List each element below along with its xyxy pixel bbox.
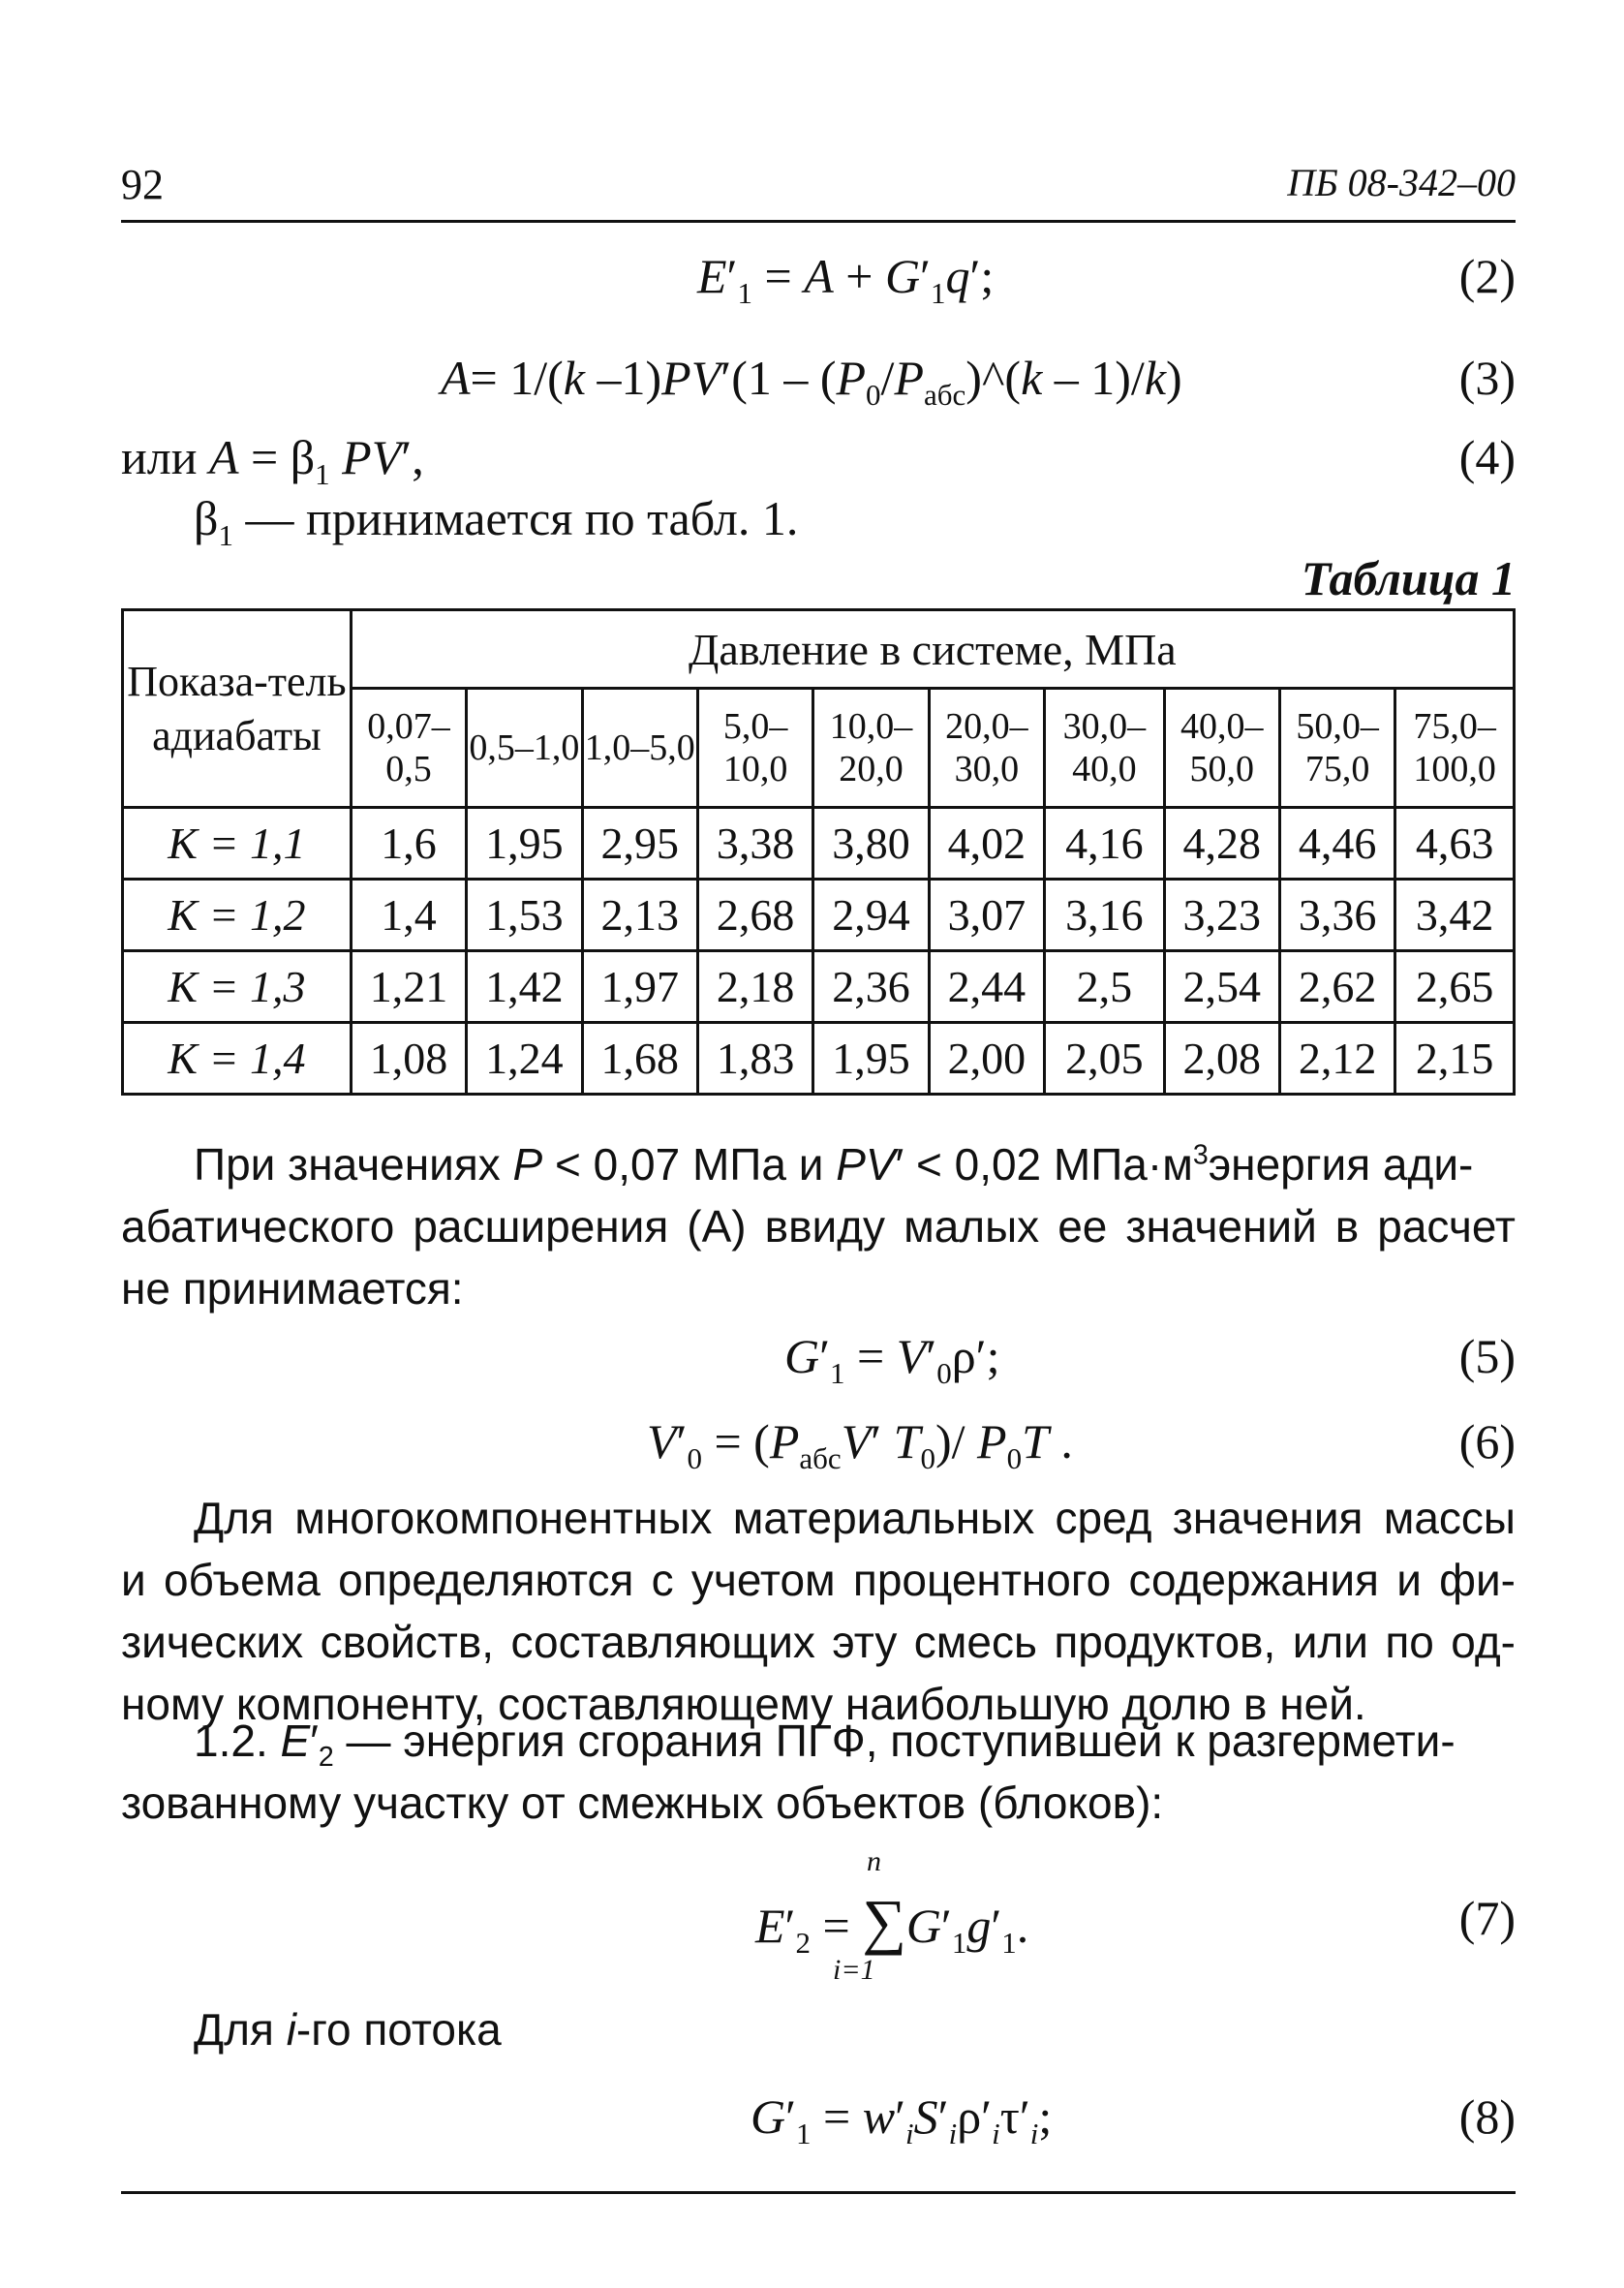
header-adiabatic-index: Показа-тель адиабаты bbox=[123, 610, 352, 808]
table-row bbox=[123, 951, 1515, 1023]
formula-8 bbox=[0, 2087, 1624, 2150]
pressure-range: 10,0–20,0 bbox=[813, 689, 929, 808]
table-cell: 1,21 bbox=[351, 951, 466, 1023]
pressure-range: 30,0–40,0 bbox=[1045, 689, 1164, 808]
table-cell: 1,42 bbox=[467, 951, 582, 1023]
formula-8-number: (8) bbox=[1458, 2089, 1516, 2144]
adiabatic-coefficient-table bbox=[121, 608, 1516, 1096]
formula-8-expression: $G'_1 = w'_iS'_i\rho'_i\tau'_i$; bbox=[751, 2089, 1053, 2150]
table-cell: 2,36 bbox=[813, 951, 929, 1023]
table-cell: 2,18 bbox=[697, 951, 812, 1023]
k-value: K = 1,1 bbox=[123, 808, 352, 880]
table-cell: 2,15 bbox=[1395, 1023, 1515, 1095]
table-cell: 2,44 bbox=[929, 951, 1044, 1023]
pressure-range: 75,0–100,0 bbox=[1395, 689, 1515, 808]
k-value: K = 1,2 bbox=[123, 880, 352, 951]
formula-7-expression: $E'_2 = \sum G'_1g'_1$. bbox=[755, 1887, 1029, 1960]
paragraph-line: и объема определяются с учетом процентного содержания и фи- bbox=[121, 1555, 1516, 1605]
table-cell: 4,46 bbox=[1279, 808, 1394, 880]
pressure-range: 40,0–50,0 bbox=[1164, 689, 1279, 808]
k-value: K = 1,4 bbox=[123, 1023, 352, 1095]
pressure-range: 1,0–5,0 bbox=[582, 689, 697, 808]
formula-5 bbox=[0, 1327, 1624, 1390]
beta-note: $\beta_1$ — принимается по табл. 1. bbox=[194, 491, 799, 552]
table-cell: 2,68 bbox=[697, 880, 812, 951]
table-cell: 3,80 bbox=[813, 808, 929, 880]
table-cell: 1,95 bbox=[813, 1023, 929, 1095]
formula-5-number: (5) bbox=[1458, 1329, 1516, 1383]
formula-7-number: (7) bbox=[1458, 1891, 1516, 1945]
paragraph-line: не принимается: bbox=[121, 1263, 464, 1314]
formula-7-number-row bbox=[0, 1889, 1624, 1947]
paragraph-line: При значениях P < 0,07 МПа и PV′ < 0,02 $МПа\cdot м^3энергия$ ади- bbox=[194, 1139, 1474, 1190]
table-cell: 2,5 bbox=[1045, 951, 1164, 1023]
table-cell: 3,07 bbox=[929, 880, 1044, 951]
table-cell: 4,02 bbox=[929, 808, 1044, 880]
table-cell: 2,94 bbox=[813, 880, 929, 951]
formula-6-expression: $V'_0 = (P_{абс}V'$ $T_0)/$ $P_0T$ . bbox=[647, 1414, 1073, 1475]
formula-6 bbox=[0, 1412, 1624, 1475]
formula-6-number: (6) bbox=[1458, 1414, 1516, 1469]
sum-lower-limit: i=1 bbox=[833, 1954, 875, 1986]
table-cell: 2,54 bbox=[1164, 951, 1279, 1023]
pressure-range: 0,07–0,5 bbox=[351, 689, 466, 808]
table-cell: 2,12 bbox=[1279, 1023, 1394, 1095]
table-cell: 1,24 bbox=[467, 1023, 582, 1095]
table-cell: 1,4 bbox=[351, 880, 466, 951]
table-cell: 2,08 bbox=[1164, 1023, 1279, 1095]
paragraph-line: абатического расширения (A) ввиду малых ее значений в расчет bbox=[121, 1201, 1516, 1252]
table-cell: 2,65 bbox=[1395, 951, 1515, 1023]
formula-4-number: (4) bbox=[1458, 430, 1516, 484]
table-cell: 4,63 bbox=[1395, 808, 1515, 880]
paragraph-small-values bbox=[121, 1133, 1516, 1319]
table-cell: 4,28 bbox=[1164, 808, 1279, 880]
table-caption: Таблица 1 bbox=[1301, 551, 1516, 605]
page-number: 92 bbox=[121, 161, 164, 208]
pressure-range: 20,0–30,0 bbox=[929, 689, 1044, 808]
table-cell: 1,83 bbox=[697, 1023, 812, 1095]
stream-label: Для i-го потока bbox=[194, 2004, 502, 2055]
formula-3 bbox=[0, 349, 1624, 412]
table-cell: 1,97 bbox=[582, 951, 697, 1023]
paragraph-line: 1.2. $E'_2$ — энергия сгорания ПГФ, поступившей к разгермети- bbox=[194, 1716, 1455, 1774]
paragraph-multicomponent bbox=[121, 1487, 1516, 1735]
table-cell: 3,38 bbox=[697, 808, 812, 880]
table-cell: 1,95 bbox=[467, 808, 582, 880]
paragraph-line: ному компоненту, составляющему наибольшую долю в ней. bbox=[121, 1679, 1366, 1729]
table-cell: 2,13 bbox=[582, 880, 697, 951]
table-cell: 3,16 bbox=[1045, 880, 1164, 951]
pressure-range: 50,0–75,0 bbox=[1279, 689, 1394, 808]
table-cell: 1,53 bbox=[467, 880, 582, 951]
paragraph-line: зических свойств, составляющих эту смесь продуктов, или по од- bbox=[121, 1617, 1516, 1667]
k-value: K = 1,3 bbox=[123, 951, 352, 1023]
formula-3-number: (3) bbox=[1458, 351, 1516, 405]
table-row bbox=[123, 880, 1515, 951]
table-cell: 2,00 bbox=[929, 1023, 1044, 1095]
pressure-range: 0,5–1,0 bbox=[467, 689, 582, 808]
document-code: ПБ 08-342–00 bbox=[1287, 161, 1516, 204]
formula-4-expression: или $A = \beta_1$ PV′, bbox=[121, 430, 424, 491]
paragraph-combustion-energy bbox=[121, 1710, 1516, 1834]
table-cell: 2,62 bbox=[1279, 951, 1394, 1023]
beta-note-text: — принимается по табл. 1. bbox=[245, 491, 799, 545]
table-cell: 1,08 bbox=[351, 1023, 466, 1095]
table-cell: 3,36 bbox=[1279, 880, 1394, 951]
table-cell: 3,42 bbox=[1395, 880, 1515, 951]
table-cell: 4,16 bbox=[1045, 808, 1164, 880]
footer-rule bbox=[121, 2191, 1516, 2194]
table-cell: 3,23 bbox=[1164, 880, 1279, 951]
formula-5-expression: $G'_1 = V'_0\rho'$; bbox=[784, 1329, 1000, 1390]
table-cell: 1,6 bbox=[351, 808, 466, 880]
table-cell: 1,68 bbox=[582, 1023, 697, 1095]
sum-upper-limit: n bbox=[867, 1845, 881, 1877]
table-cell: 2,05 bbox=[1045, 1023, 1164, 1095]
paragraph-line: Для многокомпонентных материальных сред значения массы bbox=[194, 1493, 1516, 1543]
table-row bbox=[123, 1023, 1515, 1095]
paragraph-line: зованному участку от смежных объектов (блоков): bbox=[121, 1778, 1164, 1828]
table-row bbox=[123, 808, 1515, 880]
formula-2-number: (2) bbox=[1458, 249, 1516, 303]
table-cell: 2,95 bbox=[582, 808, 697, 880]
formula-2-expression: $E'_1 = A + G'_1q'$; bbox=[697, 249, 995, 310]
formula-4-or: или bbox=[121, 430, 198, 484]
formula-2 bbox=[0, 247, 1624, 310]
header-pressure-group: Давление в системе, МПа bbox=[351, 610, 1514, 689]
formula-3-expression: A= 1/(k $-1)PV'(1 - (P_0/P_{абс})\^{}(k - 1)/k)$ bbox=[441, 351, 1182, 412]
pressure-range: 5,0–10,0 bbox=[697, 689, 812, 808]
formula-4 bbox=[0, 428, 1624, 491]
page-header bbox=[121, 160, 1516, 223]
